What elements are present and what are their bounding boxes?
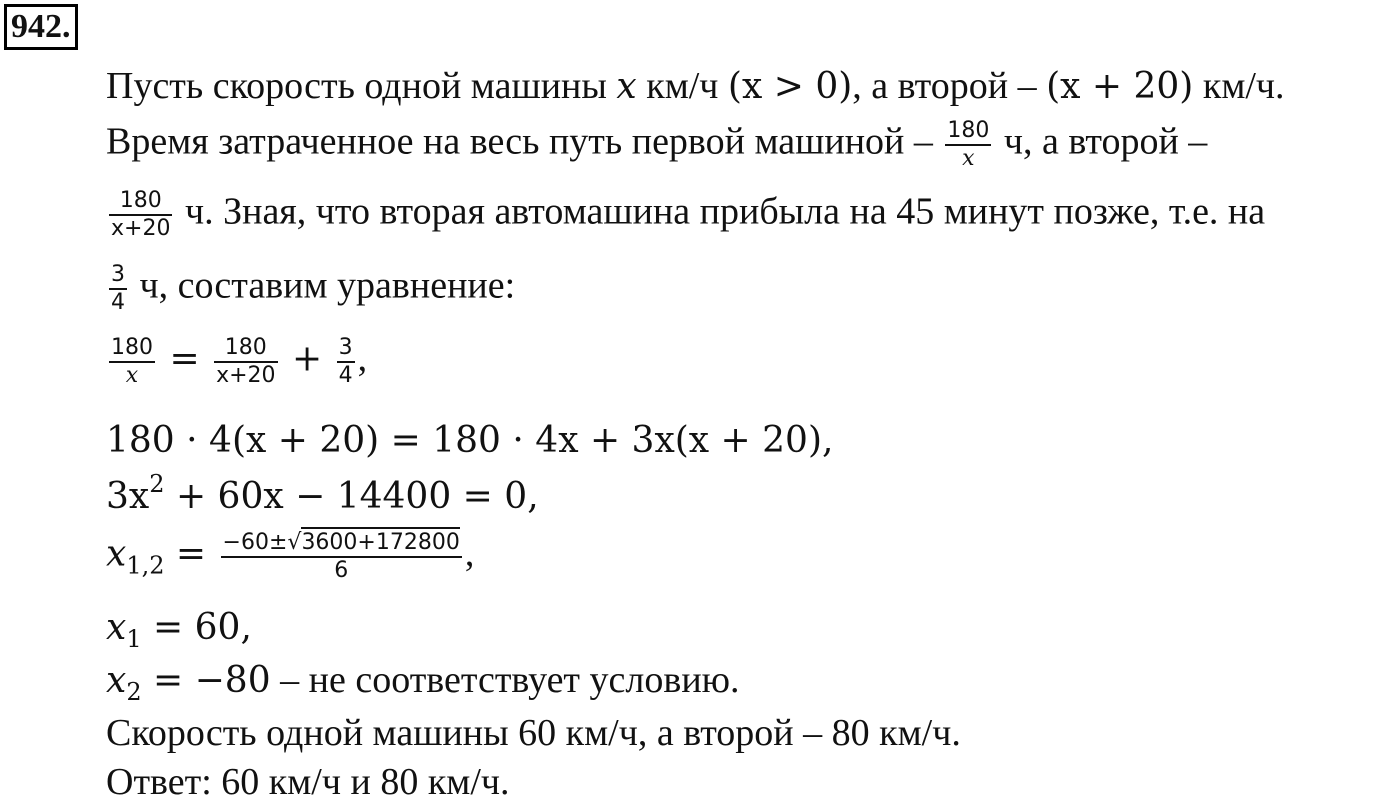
line-1-text-a: Пусть скорость одной машины	[106, 65, 617, 107]
fraction-denominator: x	[962, 146, 975, 171]
fraction-numerator: 180	[945, 118, 991, 146]
line-3-text: ч. Зная, что вторая автомашина прибыла на 45 минут позже, т.е. на	[175, 190, 1266, 233]
sqrt-radicand: 3600+172800	[301, 527, 459, 555]
equation-line: $\frac{180}{x}$ = $\frac{180}{x+20}$ + $\frac{3}{4}$ ,	[111, 335, 368, 388]
fraction-denominator: 4	[111, 290, 125, 315]
equation-fraction-3: $\frac{3}{4}$	[338, 335, 353, 388]
fraction-180-over-x	[945, 118, 991, 172]
line-1-text-d: км/ч.	[1193, 65, 1285, 107]
line-1-text-c: , а второй –	[852, 65, 1047, 107]
fraction-180-over-x-plus-20	[109, 188, 172, 242]
var-x: x	[616, 66, 637, 107]
quadratic-equation: $3x^2 + 60x - 14400 = 0$,	[106, 470, 539, 517]
line-2	[106, 118, 1207, 172]
line-2-text-a: Время затраченное на весь путь первой машиной –	[106, 120, 943, 163]
fraction-numerator: 3	[109, 262, 127, 290]
answer-text: Ответ: 60 км/ч и 80 км/ч.	[106, 761, 510, 803]
conclusion-text: Скорость одной машины 60 км/ч, а второй – 80 км/ч.	[106, 712, 961, 754]
problem-number: 942.	[4, 4, 78, 50]
roots-formula: $x_{1,2}$ = $\frac{-60\pm√3600+172800}{6}$ ,	[106, 530, 474, 584]
exponent: 2	[149, 470, 165, 498]
second-speed-expr: (x + 20)	[1046, 66, 1194, 107]
expanded-equation: 180 · 4(x + 20) = 180 · 4x + 3x(x + 20),	[106, 420, 834, 461]
fraction-denominator: x+20	[111, 216, 171, 241]
equation-fraction-1: $\frac{180}{x}$	[111, 335, 153, 388]
equation-fraction-2: $\frac{180}{x+20}$	[216, 335, 276, 388]
line-4-text: ч, составим уравнение:	[130, 264, 516, 307]
line-3	[106, 188, 1265, 242]
subscript: 1,2	[126, 551, 165, 580]
equals-sign: =	[158, 338, 212, 380]
fraction-numerator: 180	[109, 188, 172, 216]
condition-expr: (x > 0)	[727, 66, 853, 107]
line-1	[106, 64, 1285, 108]
line-2-text-b: ч, а второй –	[994, 120, 1208, 163]
line-1-text-b: км/ч	[636, 65, 728, 107]
plus-sign: +	[280, 338, 334, 380]
root-1: $x_1 = 60$,	[106, 607, 252, 653]
fraction-3-over-4	[109, 262, 127, 316]
root-2: $x_2 = -80$ – не соответствует условию.	[106, 659, 740, 706]
roots-fraction: $\frac{-60\pm√3600+172800}{6}$	[221, 530, 462, 584]
line-4	[106, 262, 515, 316]
